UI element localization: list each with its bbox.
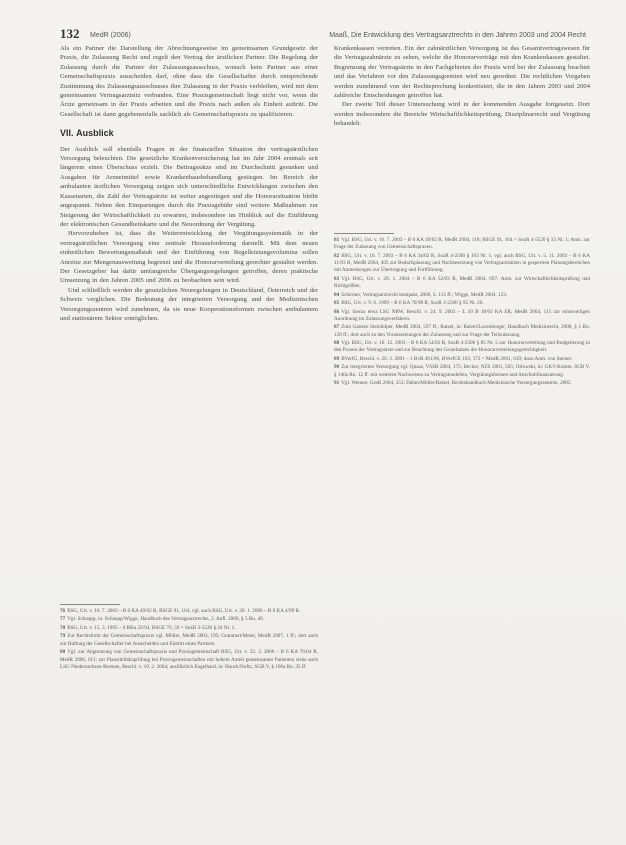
- footnote-number: 79: [60, 633, 66, 640]
- footnote-number: 90: [334, 364, 340, 371]
- footnote-text: Zum Ganzen Steinhilper, MedR 2004, 597 ff.; Ratzel, in: Ratzel/Luxenburger, Handbuch Medizinrecht, 2008, § 5 Rn. 120 ff.; dort auch zu den Voraussetzungen der Zulassung und zur Frage der Teilzulassung.: [334, 324, 590, 338]
- running-title: Maaß, Die Entwicklung des Vertragsarztrechts in den Jahren 2003 und 2004 Recht: [329, 32, 586, 39]
- footnote: [334, 276, 590, 291]
- footnote-text: Vgl. zur Abgrenzung von Gemeinschaftspraxis und Praxisgemeinschaft BSG, Urt. v. 22. 3. 2006 – B 6 KA 76/04 R, MedR 2006, 611; zur Plausibilitätsprüfung bei Praxisgemeinschaften mit hohem Anteil gemeinsamer Patienten siehe auch LSG Niedersachsen-Bremen, Beschl. v. 10. 2. 2004; ausführlich Engelhard, in: Hauck/Noftz, SGB V, § 106a Rn. 35 ff.: [60, 649, 318, 670]
- footnote-text: BSG, Urt. v. 15. 3. 1995 – 6 RKa 23/94, BSGE 76, 59 = SozR 3-5520 § 24 Nr. 1.: [67, 624, 236, 631]
- footnote: [60, 633, 318, 648]
- footnote-text: Vgl. Schnapp, in: Schnapp/Wigge, Handbuch des Vertragsarztrechts, 2. Aufl. 2006, § 5 Rn. 40.: [67, 616, 264, 623]
- footnote: [334, 309, 590, 324]
- footnote-number: 86: [334, 308, 340, 315]
- footnote: [334, 324, 590, 339]
- footnote-text: BSG, Urt. v. 9. 6. 1999 – B 6 KA 70/98 R, SozR 3-2500 § 95 Nr. 20.: [341, 300, 484, 307]
- footnote-rule-left: [60, 604, 120, 605]
- right-column: [334, 44, 590, 129]
- footnote-number: 80: [60, 649, 66, 656]
- footnote-number: 76: [60, 608, 66, 614]
- section-paragraph-2: Hervorzuheben ist, dass die Weiterentwicklung der Vergütungssystematik in der vertragsärztlichen Versorgung eine zentrale Herausforderung darstellt. Mit dem neuen einheitlichen Bewertungsmaßstab und der Einführung von Regelleistungsvolumina sollen Anreize zur Mengenausweitung begrenzt und die Honorarverteilung gerechter gestaltet werden. Der Gesetzgeber hat dafür umfangreiche Übergangsregelungen getroffen, deren praktische Umsetzung in den Jahren 2005 und 2006 zu beobachten sein wird.: [60, 230, 318, 285]
- footnote: [60, 625, 318, 632]
- footnote-number: 85: [334, 300, 340, 307]
- footnote-text: Vgl. BSG, Urt. v. 28. 1. 2004 – B 6 KA 52/03 R, MedR 2004, 697; Anm. zur Wirtschaftlichkeitsprüfung und Richtgrößen.: [334, 275, 590, 290]
- footnote: [334, 300, 590, 307]
- footnote: [60, 649, 318, 671]
- footnote-number: 88: [334, 340, 340, 347]
- footnote-text: Vgl. Wenner, GesR 2004, 353; Dahm/Möller/Ratzel, Rechtshandbuch Medizinische Versorgungszentren, 2005.: [341, 380, 572, 387]
- left-column: [60, 44, 318, 323]
- footnote: [334, 356, 590, 363]
- footnote-number: 81: [334, 237, 340, 243]
- left-top-paragraph: Als ein Partner die Darstellung der Abrechnungsweise im gemeinsamen Grundgesetz der Praxis, die Zulassung Recht und regelt den Vertrag der ärztlichen Partner. Die Regelung der Zulassung durch die Partner der Zulassungsausschuss, wonach kein Partner aus einer Gemeinschaftspraxis ausscheiden darf, ohne dass die Gesellschafter durch entsprechende Zustimmung des Zulassungsausschusses ihre Zulassung in der Praxis verbleiben, wird mit dem gemeinsamen Vertragsarztsitz verbunden. Eine Praxisgemeinschaft liegt nicht vor, wenn die Ärzte gemeinsam in der Praxis arbeiten und die Praxis nach außen als Einheit auftritt. Die Gesellschaft ist dann gegebenenfalls sachlich als Gemeinschaftspraxis zu qualifizieren.: [60, 45, 318, 118]
- footnote: [60, 608, 318, 615]
- footnote-text: Schirmer, Vertragsarztrecht kompakt, 2006, S. 112 ff.; Wigge, MedR 2004, 123.: [341, 291, 508, 298]
- footnote: [334, 380, 590, 387]
- footnote: [334, 364, 590, 379]
- footnote-text: BVerfG, Beschl. v. 20. 3. 2001 – 1 BvR 491/96, BVerfGE 103, 172 = MedR 2001, 639; dazu Anm. von Steiner.: [341, 355, 573, 362]
- footnote-number: 83: [334, 275, 340, 282]
- footnote: [60, 616, 318, 623]
- footnote-number: 87: [334, 324, 340, 331]
- footnote-text: BSG, Urt. v. 16. 7. 2003 – B 6 KA 49/02 R, BSGE 91, 164; vgl. auch BSG, Urt. v. 26. 1. 2000 – B 6 KA 4/99 R.: [67, 608, 301, 614]
- footnote: [334, 292, 590, 299]
- right-second-paragraph: Der zweite Teil dieser Untersuchung wird in der kommenden Ausgabe fortgesetzt. Dort werden insbesondere die Bereiche Wirtschaftlichkeitsprüfung, Disziplinarrecht und Vergütung behandelt.: [334, 101, 590, 128]
- footnote-number: 82: [334, 252, 340, 259]
- footnote: [334, 237, 590, 252]
- footnote-number: 78: [60, 624, 66, 631]
- page-number: 132: [60, 26, 80, 41]
- section-heading: VII. Ausblick: [60, 128, 114, 139]
- footnote-text: Vgl. BSG, Urt. v. 10. 12. 2003 – B 6 KA 54/02 R, SozR 4-2500 § 85 Nr. 5 zur Honorarverteilung und Budgetierung in den Praxen der Vertragsärzte und zur Beachtung des Grundsatzes der Honorarverteilungsgerechtigkeit.: [334, 340, 590, 354]
- footnote-number: 91: [334, 380, 340, 387]
- right-top-paragraph: Krankenkassen vertreten. Ein der zahnärztlichen Versorgung ist das Gesamtvertragswesen für die Vertragszahnärzte zu sehen, welche die Honorarverträge mit den Krankenkassen gestaltet. Begrenzung der Vertragsärzte in den Fachgebieten der Praxis wird bei der Zulassung beachtet und das Verfahren vor den Zulassungsgremien wird neu geordnet. Die rechtlichen Vorgaben werden zunehmend von der Rechtsprechung konkretisiert, die in den Jahren 2003 und 2004 zahlreiche Entscheidungen getroffen hat.: [334, 45, 590, 100]
- footnote-number: 89: [334, 355, 340, 362]
- footnote: [334, 340, 590, 355]
- footnote-rule-right: [334, 233, 394, 234]
- footnote-text: Vgl. BSG, Urt. v. 16. 7. 2003 – B 6 KA 49/02 R, MedR 2004, 118; BSGE 91, 164 = SozR 4-5520 § 33 Nr. 1; Anm. zur Frage der Zulassung von Gemeinschaftspraxen.: [334, 237, 590, 251]
- footnote-text: Zur Rechtsform der Gemeinschaftspraxis vgl. Möller, MedR 2003, 195; Gummert/Meier, MedR 2007, 1 ff.; dort auch zur Haftung der Gesellschafter bei Ausscheiden und Eintritt eines Partners.: [60, 633, 318, 647]
- footnote-text: BSG, Urt. v. 16. 7. 2003 – B 6 KA 34/02 R, SozR 4-2500 § 103 Nr. 1; vgl. auch BSG, Urt. v. 5. 11. 2003 – B 6 KA 11/03 R, MedR 2004, 405 zur Bedarfsplanung und Nachbesetzung von Vertragsarztsitzen in gesperrten Planungsbereichen mit Anmerkungen zur Übertragung und Fortführung.: [334, 252, 590, 274]
- section-paragraph-3: Und schließlich werden die gesetzlichen Neuregelungen in Deutschland, Österreich und der Schweiz verglichen. Die Bedeutung der integrierten Versorgung und der Medizinischen Versorgungszentren wird zunehmen, da sie neue Kooperationsformen zwischen ambulantem und stationärem Sektor ermöglichen.: [60, 286, 318, 322]
- footnote-text: Vgl. hierzu etwa LSG NRW, Beschl. v. 24. 9. 2003 – L 10 B 18/03 KA ER, MedR 2004, 115 zur einstweiligen Anordnung im Zulassungsverfahren.: [334, 308, 590, 322]
- footnotes-left: [60, 608, 318, 672]
- footnote: [334, 253, 590, 275]
- footnotes-right: [334, 237, 590, 389]
- section-paragraph-1: Der Ausblick soll ebenfalls Fragen in der finanziellen Situation der vertragsärztlichen Versorgung beleuchten. Die gesetzliche Krankenversicherung hat im Jahr 2004 erstmals seit längerem einen Überschuss erzielt. Die Beitragssätze sind im Durchschnitt gesunken und Ausgaben für Arzneimittel sowie Krankenhausbehandlung gestiegen. Im Bereich der ambulanten ärztlichen Versorgung zeigen sich unterschiedliche Entwicklungen zwischen den Kassenarten, die Zahl der Vertragsärzte ist weiter angestiegen und die Honorarsituation bleibt angespannt. Neben den Einsparungen durch die Praxisgebühr sind weitere Maßnahmen zur Steigerung der Wirtschaftlichkeit zu erwarten, insbesondere im Hinblick auf die Einführung der elektronischen Gesundheitskarte und die Neuordnung der Vergütung.: [60, 145, 318, 228]
- journal-name: MedR (2006): [90, 32, 131, 39]
- footnote-text: Zur integrierten Versorgung vgl. Quaas, VSSR 2004, 175; Becker, NZS 2001, 505; Orlowski, in: GKV-Komm. SGB V, § 140a Rn. 12 ff. mit weiteren Nachweisen zu Vertragsmodellen, Vergütungsformen und Anschubfinanzierung.: [334, 364, 590, 378]
- footnote-number: 77: [60, 616, 66, 623]
- footnote-number: 84: [334, 291, 340, 298]
